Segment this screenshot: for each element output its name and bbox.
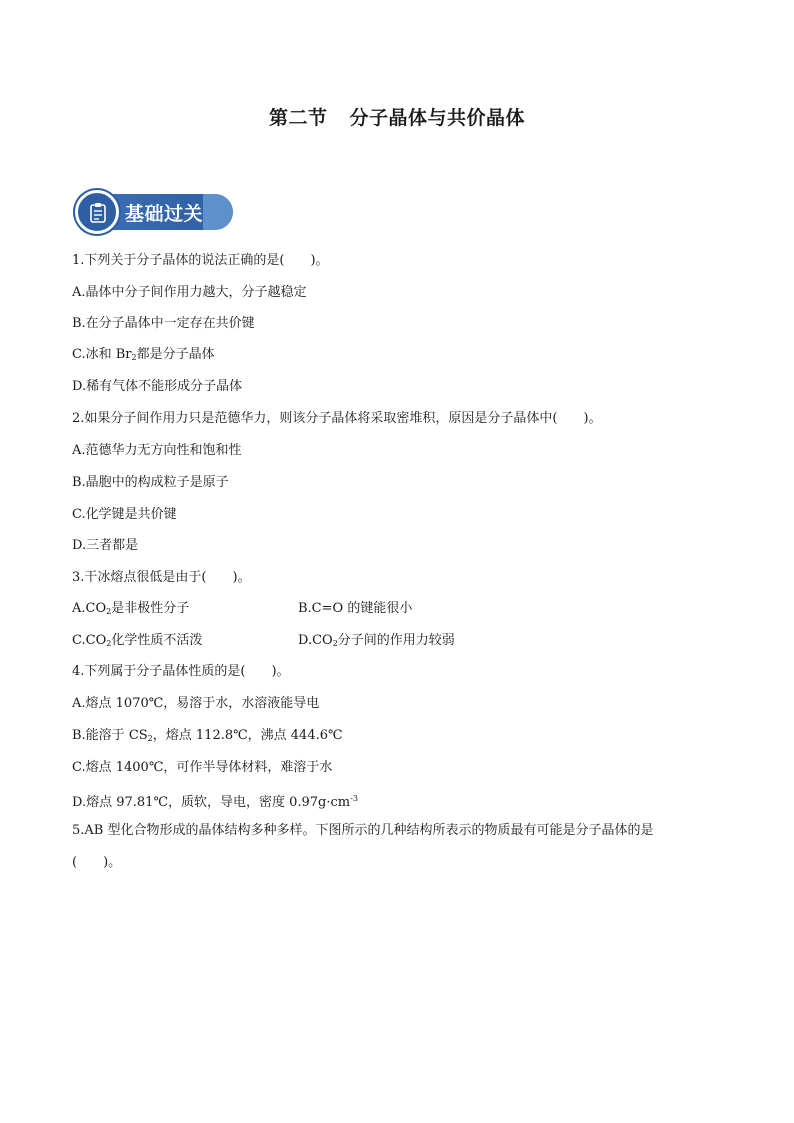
banner-label: 基础过关 [125, 203, 204, 225]
question-5-stem: 5.AB 型化合物形成的晶体结构多种多样。下图所示的几种结构所表示的物质最有可能是分子晶体的是 [72, 823, 654, 838]
section-banner [75, 190, 235, 234]
question-4-option-d: D.熔点 97.81℃，质软，导电，密度 $0.97g\cdot cm^{-3}$ [72, 794, 358, 810]
question-3-option-a: $A.CO_2$是非极性分子 [72, 601, 190, 616]
question-2-option-a: A.范德华力无方向性和饱和性 [72, 443, 242, 458]
question-4-option-a: A.熔点 1070℃，易溶于水，水溶液能导电 [72, 696, 320, 711]
question-3-option-d: $D.CO_2$分子间的作用力较弱 [298, 633, 455, 648]
question-1-stem: 1.下列关于分子晶体的说法正确的是( )。 [72, 253, 329, 268]
question-3-stem: 3.干冰熔点很低是由于( )。 [72, 570, 251, 585]
question-2-option-d: D.三者都是 [72, 538, 139, 553]
section-title: 分子晶体与共价晶体 [349, 107, 526, 129]
question-3-option-b: B.C=O 的键能很小 [298, 601, 413, 616]
section-number: 第二节 [268, 107, 328, 129]
question-1-option-a: A.晶体中分子间作用力越大，分子越稳定 [72, 285, 307, 300]
checklist-icon [86, 201, 110, 225]
question-3-option-c: $C.CO_2$化学性质不活泼 [72, 633, 203, 648]
question-1-option-b: B.在分子晶体中一定存在共价键 [72, 316, 255, 331]
question-4-option-c: C.熔点 1400℃，可作半导体材料，难溶于水 [72, 760, 333, 775]
question-2-stem: 2.如果分子间作用力只是范德华力，则该分子晶体将采取密堆积，原因是分子晶体中( )。 [72, 411, 602, 426]
question-2-option-c: C.化学键是共价键 [72, 507, 177, 522]
question-2-option-b: B.晶胞中的构成粒子是原子 [72, 475, 229, 490]
question-4-stem: 4.下列属于分子晶体性质的是( )。 [72, 664, 290, 679]
question-1-option-c: C.冰和 $Br_2$都是分子晶体 [72, 347, 215, 362]
question-4-option-b: B.能溶于 $CS_2$，熔点 112.8℃，沸点 444.6℃ [72, 728, 343, 743]
banner-badge [75, 190, 119, 234]
question-1-option-d: D.稀有气体不能形成分子晶体 [72, 379, 243, 394]
question-5-stem-continued: ( )。 [72, 855, 122, 870]
page-title [0, 103, 794, 130]
